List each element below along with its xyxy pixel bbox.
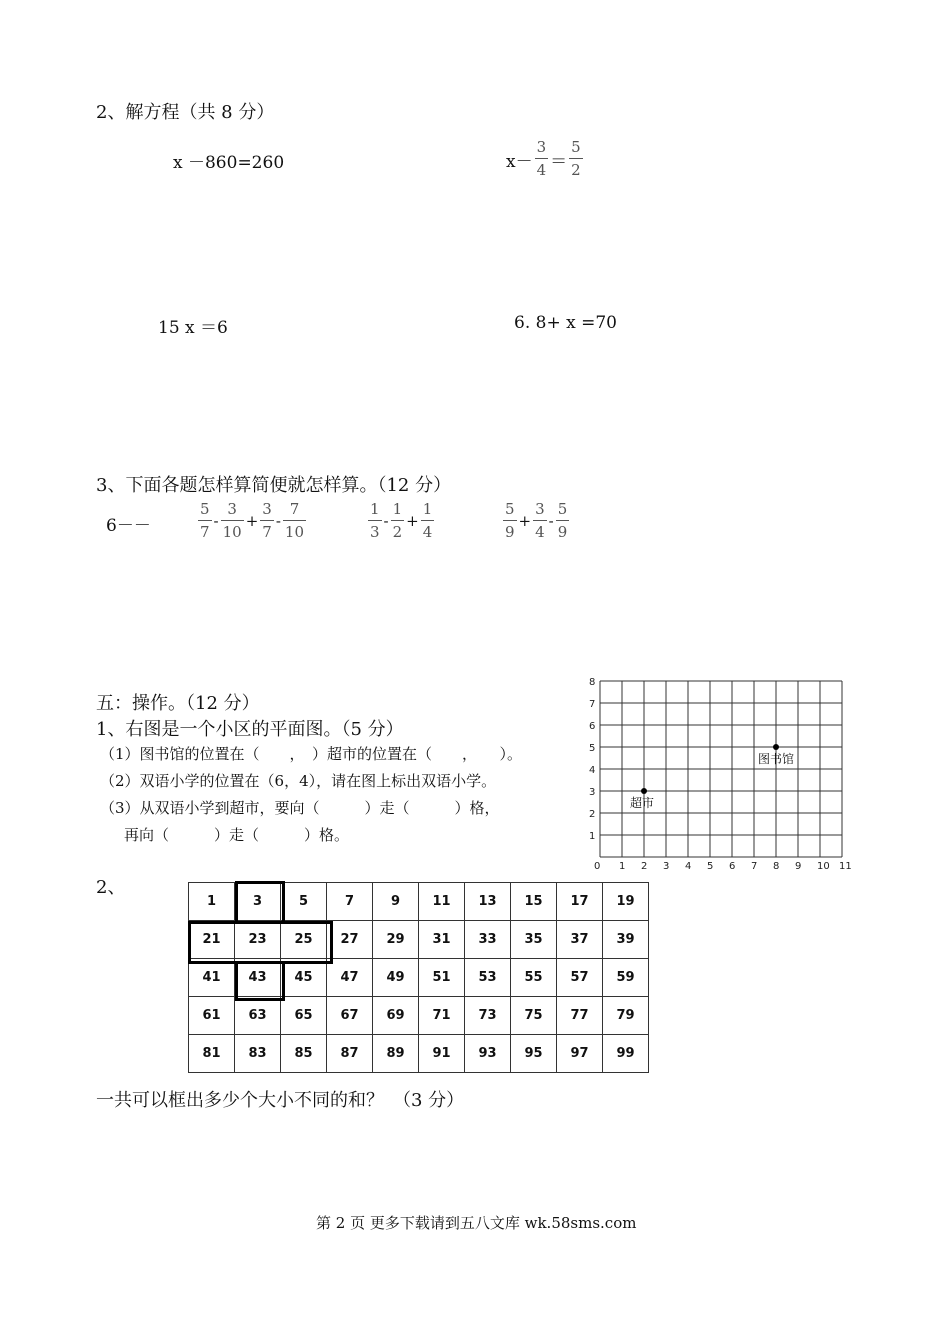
grid-cell: 57	[557, 959, 603, 997]
grid-cell: 41	[189, 959, 235, 997]
x-tick-label: 11	[839, 861, 852, 872]
coordinate-plane	[585, 672, 855, 872]
y-tick-label: 7	[589, 699, 596, 710]
grid-cell: 79	[603, 997, 649, 1035]
grid-cell: 91	[419, 1035, 465, 1073]
question-1: 1、右图是一个小区的平面图。（5 分）	[96, 719, 404, 740]
grid-cell: 73	[465, 997, 511, 1035]
question-1-2: （2）双语小学的位置在（6，4），请在图上标出双语小学。	[100, 772, 497, 790]
grid-row	[189, 1035, 649, 1073]
y-tick-label: 1	[589, 831, 596, 842]
grid-cell: 17	[557, 883, 603, 921]
fraction: $\frac{3}{4}$	[535, 500, 545, 541]
x-tick-label: 7	[751, 861, 758, 872]
calc-item-1: 6－－	[106, 516, 151, 536]
frame-middle	[188, 921, 333, 964]
grid-cell: 93	[465, 1035, 511, 1073]
grid-cell: 39	[603, 921, 649, 959]
equation-3: 15 x ＝6	[158, 318, 228, 338]
grid-cell: 87	[327, 1035, 373, 1073]
fraction: $\frac{5}{2}$	[571, 138, 581, 179]
fraction: $\frac{3}{7}$	[262, 500, 272, 541]
grid-cell: 97	[557, 1035, 603, 1073]
point-label: 图书馆	[758, 752, 795, 766]
fraction: $\frac{5}{9}$	[505, 500, 515, 541]
x-tick-label: 6	[729, 861, 736, 872]
fraction: $\frac{1}{3}$	[370, 500, 380, 541]
y-tick-label: 3	[589, 787, 596, 798]
frame-bottom	[235, 961, 285, 1001]
equation-2-prefix: x－	[506, 151, 533, 172]
calc-item-3: $\frac{1}{3}$ - $\frac{1}{2}$ + $\frac{1}{4}$	[370, 500, 433, 541]
fraction: $\frac{3}{10}$	[222, 500, 242, 541]
x-tick-label: 2	[641, 861, 648, 872]
fraction: $\frac{5}{7}$	[200, 500, 210, 541]
fraction: $\frac{7}{10}$	[284, 500, 305, 541]
grid-cell: 19	[603, 883, 649, 921]
grid-cell: 13	[465, 883, 511, 921]
grid-cell: 89	[373, 1035, 419, 1073]
fraction: $\frac{1}{2}$	[392, 500, 403, 541]
y-tick-label: 8	[589, 677, 596, 688]
point-marker	[641, 788, 647, 794]
calc-item-4: $\frac{5}{9}$ + $\frac{3}{4}$ - $\frac{5}{9}$	[505, 500, 568, 541]
grid-cell: 61	[189, 997, 235, 1035]
fraction: $\frac{3}{4}$	[536, 138, 547, 179]
question-2-text: 一共可以框出多少个大小不同的和？ （3 分）	[96, 1090, 465, 1111]
y-tick-label: 4	[589, 765, 596, 776]
x-tick-label: 10	[817, 861, 830, 872]
x-tick-label: 5	[707, 861, 714, 872]
grid-cell: 49	[373, 959, 419, 997]
frame-top	[235, 881, 285, 921]
grid-cell: 21	[189, 921, 235, 959]
grid-cell: 59	[603, 959, 649, 997]
grid-cell: 3	[235, 883, 281, 921]
grid-cell: 63	[235, 997, 281, 1035]
x-tick-label: 4	[685, 861, 692, 872]
grid-cell: 53	[465, 959, 511, 997]
grid-row	[189, 997, 649, 1035]
grid-cell: 23	[235, 921, 281, 959]
grid-cell: 45	[281, 959, 327, 997]
x-tick-label: 0	[594, 861, 601, 872]
question-2-label: 2、	[96, 877, 126, 898]
grid-cell: 33	[465, 921, 511, 959]
grid-cell: 5	[281, 883, 327, 921]
y-tick-label: 6	[589, 721, 596, 732]
grid-cell: 65	[281, 997, 327, 1035]
equation-4: 6. 8+ x =70	[514, 313, 617, 333]
grid-cell: 71	[419, 997, 465, 1035]
section3-title: 3、下面各题怎样算简便就怎样算。（12 分）	[96, 475, 452, 496]
equals-sign: ＝	[550, 151, 568, 172]
grid-cell: 43	[235, 959, 281, 997]
grid-cell: 55	[511, 959, 557, 997]
grid-cell: 99	[603, 1035, 649, 1073]
grid-cell: 69	[373, 997, 419, 1035]
grid-cell: 35	[511, 921, 557, 959]
equation-2	[504, 140, 583, 178]
grid-cell: 95	[511, 1035, 557, 1073]
point-label: 超市	[630, 796, 655, 810]
question-1-1: （1）图书馆的位置在（ ， ）超市的位置在（ ， ）。	[100, 745, 523, 763]
calc-item-2: $\frac{5}{7}$ - $\frac{3}{10}$ + $\frac{3}{7}$ - $\frac{7}{10}$	[200, 500, 305, 541]
question-1-4: 再向（ ）走（ ）格。	[124, 826, 350, 844]
grid-cell: 1	[189, 883, 235, 921]
grid-cell: 7	[327, 883, 373, 921]
grid-cell: 25	[281, 921, 327, 959]
page-footer: 第 2 页 更多下载请到五八文库 wk.58sms.com	[316, 1214, 637, 1232]
x-tick-label: 3	[663, 861, 670, 872]
grid-cell: 9	[373, 883, 419, 921]
grid-cell: 85	[281, 1035, 327, 1073]
point-marker	[773, 744, 779, 750]
grid-cell: 77	[557, 997, 603, 1035]
question-1-3: （3）从双语小学到超市，要向（ ）走（ ）格，	[100, 799, 500, 817]
fraction: $\frac{5}{9}$	[557, 500, 568, 541]
grid-cell: 75	[511, 997, 557, 1035]
grid-cell: 29	[373, 921, 419, 959]
grid-cell: 81	[189, 1035, 235, 1073]
grid-cell: 83	[235, 1035, 281, 1073]
equation-1: x －860=260	[173, 153, 285, 173]
fraction: $\frac{1}{4}$	[422, 500, 433, 541]
y-tick-label: 5	[589, 743, 596, 754]
grid-cell: 27	[327, 921, 373, 959]
grid-cell: 31	[419, 921, 465, 959]
y-tick-label: 2	[589, 809, 596, 820]
section2-title: 2、解方程（共 8 分）	[96, 102, 275, 123]
x-tick-label: 9	[795, 861, 802, 872]
x-tick-label: 8	[773, 861, 780, 872]
grid-cell: 67	[327, 997, 373, 1035]
grid-cell: 51	[419, 959, 465, 997]
grid-cell: 47	[327, 959, 373, 997]
grid-cell: 15	[511, 883, 557, 921]
x-tick-label: 1	[619, 861, 626, 872]
grid-cell: 37	[557, 921, 603, 959]
grid-cell: 11	[419, 883, 465, 921]
section5-title: 五：操作。（12 分）	[96, 693, 260, 714]
